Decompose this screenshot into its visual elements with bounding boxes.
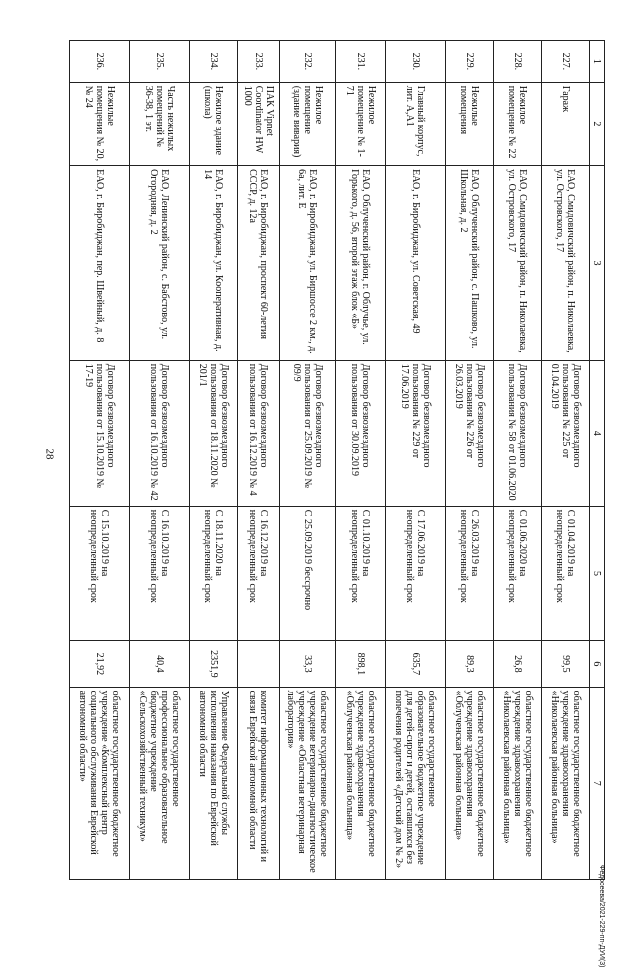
column-header: 3 xyxy=(590,166,605,361)
term: С 26.03.2019 на неопределенный срок xyxy=(446,506,494,640)
object-name: Нежилое помещение № 1-71 xyxy=(336,82,386,165)
area xyxy=(238,641,280,687)
table-row xyxy=(542,41,590,880)
page-number: 28 xyxy=(43,448,56,460)
row-number: 235. xyxy=(130,41,190,83)
holder: комитет информационных технологий и связи Еврейской автономной области xyxy=(238,687,280,879)
object-name: Нежилые помещения xyxy=(446,82,494,165)
column-header: 1 xyxy=(590,41,605,83)
area: 33,3 xyxy=(280,641,336,687)
object-name: Главный корпус, лит. А,А1 xyxy=(386,82,446,165)
object-name: Нежилые помещения № 20, № 24 xyxy=(70,82,130,165)
document-footer: Федосеева/2021-229-пп-ДУИ(3) xyxy=(598,865,605,967)
holder: областное государственное бюджетное учреждение здравоохранения «Облученская районная больница» xyxy=(336,687,386,879)
table-row xyxy=(70,41,130,880)
object-address: ЕАО, Смидовичский район, п. Николаевка, ул. Островского, 17 xyxy=(542,166,590,361)
holder: областное государственное бюджетное учреждение ветеринарно-диагностическое учреждение «Областная ветеринарная лаборатория» xyxy=(280,687,336,879)
row-number: 234. xyxy=(190,41,238,83)
row-number: 233. xyxy=(238,41,280,83)
area: 635,7 xyxy=(386,641,446,687)
term: С 01.10.2019 на неопределенный срок xyxy=(336,506,386,640)
table-row xyxy=(386,41,446,880)
column-header: 7 xyxy=(590,687,605,879)
object-name: ПАК Vipnet Coordinator HW 1000 xyxy=(238,82,280,165)
row-number: 236. xyxy=(70,41,130,83)
row-number: 229. xyxy=(446,41,494,83)
agreement: Договор безвозмездного пользования от 15.10.2019 № 17-19 xyxy=(70,360,130,506)
column-header: 5 xyxy=(590,506,605,640)
object-name: Нежилое помещение № 22 xyxy=(494,82,542,165)
table-row xyxy=(190,41,238,880)
agreement: Договор безвозмездного пользования № 226 от 26.03.2019 xyxy=(446,360,494,506)
term: С 15.10.2019 на неопределенный срок xyxy=(70,506,130,640)
table-row xyxy=(336,41,386,880)
term: С 16.10.2019 на неопределенный срок xyxy=(130,506,190,640)
term: С 01.06.2020 на неопределенный срок xyxy=(494,506,542,640)
holder: областное государственное бюджетное учреждение «Комплексный центр социального обслуживания Еврейской автономной области» xyxy=(70,687,130,879)
row-number: 227. xyxy=(542,41,590,83)
term: С 01.04.2019 на неопределенный срок xyxy=(542,506,590,640)
table-row xyxy=(446,41,494,880)
holder: областное государственное образовательное бюджетное учреждение для детей-сирот и детей, оставшихся без попечения родителей «Детский дом № 2» xyxy=(386,687,446,879)
object-name: Часть нежилых помещений № 36-38, 1 эт. xyxy=(130,82,190,165)
column-header: 6 xyxy=(590,641,605,687)
area: 21,92 xyxy=(70,641,130,687)
column-header: 4 xyxy=(590,360,605,506)
agreement: Договор безвозмездного пользования от 30.09.2019 xyxy=(336,360,386,506)
table-row xyxy=(494,41,542,880)
object-name: Гараж xyxy=(542,82,590,165)
area: 99,5 xyxy=(542,641,590,687)
object-address: ЕАО, Ленинский район, с. Бабстово, ул. Огородняя, д. 2 xyxy=(130,166,190,361)
area: 2351,9 xyxy=(190,641,238,687)
row-number: 231. xyxy=(336,41,386,83)
object-address: ЕАО, г. Биробиджан, ул. Советская, 49 xyxy=(386,166,446,361)
holder: областное государственное бюджетное учреждение здравоохранения «Облученская районная больница» xyxy=(446,687,494,879)
area: 26,8 xyxy=(494,641,542,687)
property-table xyxy=(69,40,605,880)
agreement: Договор безвозмездного пользования от 18.11.2020 № 201/1 xyxy=(190,360,238,506)
object-name: Нежилое помещение (здание вивария) xyxy=(280,82,336,165)
rotated-table-container xyxy=(75,40,605,880)
holder: областное государственное бюджетное учреждение здравоохранения «Николаевская районная больница» xyxy=(494,687,542,879)
object-address: ЕАО, Облученский район, г. Облучье, ул. Горького, д. 56, второй этаж блок «Б» xyxy=(336,166,386,361)
agreement: Договор безвозмездного пользования № 229 от 17.06.2019 xyxy=(386,360,446,506)
table-row xyxy=(280,41,336,880)
header-row xyxy=(590,41,605,880)
area: 89,3 xyxy=(446,641,494,687)
agreement: Договор безвозмездного пользования № 225 от 01.04.2019 xyxy=(542,360,590,506)
row-number: 228. xyxy=(494,41,542,83)
object-address: ЕАО, г. Биробиджан, ул. Кооперативная, д. 14 xyxy=(190,166,238,361)
table-row xyxy=(238,41,280,880)
holder: Управление Федеральной службы исполнения наказания по Еврейской автономной области xyxy=(190,687,238,879)
agreement: Договор безвозмездного пользования от 16.12.2019 № 4 xyxy=(238,360,280,506)
term: С 17.06.2019 на неопределенный срок xyxy=(386,506,446,640)
agreement: Договор безвозмездного пользования № 58 от 01.06.2020 xyxy=(494,360,542,506)
object-address: ЕАО, Смидовичский район, п. Николаевка, ул. Островского, 17 xyxy=(494,166,542,361)
term: С 25.09.2019 бессрочно xyxy=(280,506,336,640)
object-address: ЕАО, г. Биробиджан, проспект 60-летия СССР, д. 12а xyxy=(238,166,280,361)
object-address: ЕАО, Облученский район, с. Пашково, ул. Школьная, д. 2 xyxy=(446,166,494,361)
column-header: 2 xyxy=(590,82,605,165)
agreement: Договор безвозмездного пользования от 16.10.2019 № 42 xyxy=(130,360,190,506)
holder: областное государственное профессиональное образовательное бюджетное учреждение «Сельскохозяйственный техникум» xyxy=(130,687,190,879)
row-number: 230. xyxy=(386,41,446,83)
object-address: ЕАО, г. Биробиджан, пер. Швейный, д. 8 xyxy=(70,166,130,361)
table-row xyxy=(130,41,190,880)
object-name: Нежилое здание (школа) xyxy=(190,82,238,165)
term: С 16.12.2019 на неопределенный срок xyxy=(238,506,280,640)
area: 898,1 xyxy=(336,641,386,687)
term: С 18.11.2020 на неопределенный срок xyxy=(190,506,238,640)
area: 40,4 xyxy=(130,641,190,687)
object-address: ЕАО, г. Биробиджан, ул. Биршоссе 2 км., д. 6а, лит. Е xyxy=(280,166,336,361)
row-number: 232. xyxy=(280,41,336,83)
agreement: Договор безвозмездного пользования от 25.09.2019 № 09/9 xyxy=(280,360,336,506)
holder: областное государственное бюджетное учреждение здравоохранения «Николаевская районная больница» xyxy=(542,687,590,879)
